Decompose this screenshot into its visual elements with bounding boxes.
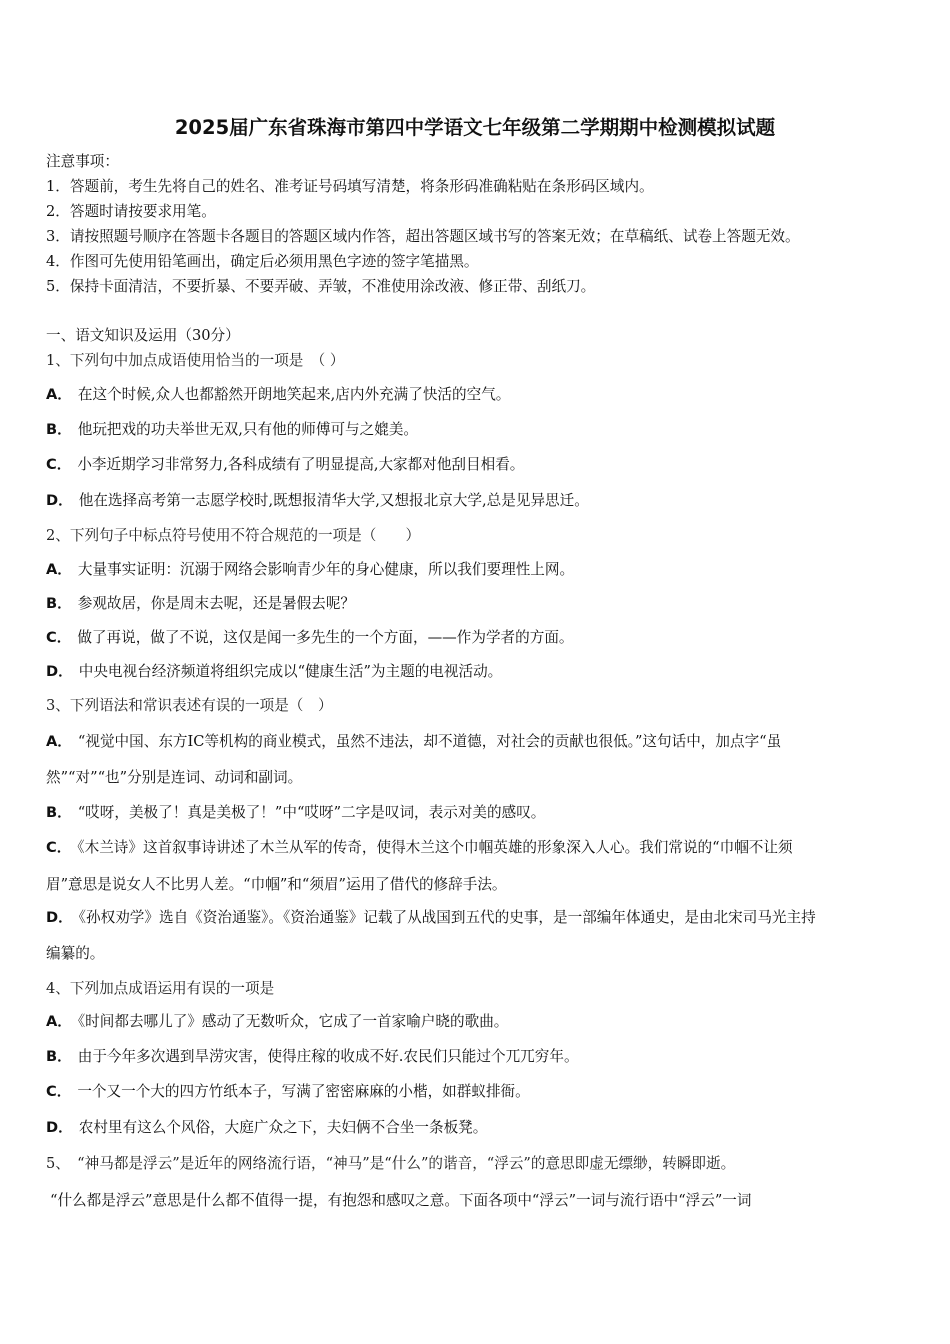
question-2-option-c (46, 628, 574, 648)
option-label: A． (46, 561, 72, 578)
question-3-option-d-cont: 编纂的。 (46, 945, 105, 962)
notice-item-2: 2．答题时请按要求用笔。 (46, 203, 216, 220)
option-text: 《孙权劝学》选自《资治通鉴》。《资治通鉴》记载了从战国到五代的史事，是一部编年体通史，是由北宋司马光主持 (78, 909, 816, 926)
option-text: 《木兰诗》这首叙事诗讲述了木兰从军的传奇，使得木兰这个巾帼英雄的形象深入人心。我们常说的“巾帼不让须 (77, 839, 793, 856)
question-3-option-c (46, 838, 793, 858)
option-label: A． (46, 386, 72, 403)
question-2-option-b (46, 594, 355, 614)
option-text: 大量事实证明：沉溺于网络会影响青少年的身心健康，所以我们要理性上网。 (77, 561, 575, 578)
question-4-option-d (46, 1118, 487, 1138)
question-3-option-b (46, 803, 545, 823)
option-label: C． (46, 456, 72, 473)
question-2-option-a (46, 560, 574, 580)
option-label: B． (46, 595, 72, 612)
option-label: C． (46, 1083, 72, 1100)
option-text: 一个又一个大的四方竹纸本子，写满了密密麻麻的小楷，如群蚁排衙。 (77, 1083, 530, 1100)
question-1-option-a (46, 385, 510, 405)
option-label: C． (46, 629, 72, 646)
option-text: “哎呀，美极了！真是美极了！”中“哎呀”二字是叹词，表示对美的感叹。 (77, 804, 546, 821)
question-1-option-d (46, 491, 589, 511)
option-label: B． (46, 421, 72, 438)
option-text: 由于今年多次遇到旱涝灾害，使得庄稼的收成不好.农民们只能过个兀兀穷年。 (77, 1048, 579, 1065)
question-3-option-c-cont: 眉”意思是说女人不比男人差。“巾帼”和“须眉”运用了借代的修辞手法。 (46, 876, 507, 893)
question-5-stem-cont: “什么都是浮云”意思是什么都不值得一提，有抱怨和感叹之意。下面各项中“浮云”一词与流行语中“浮云”一词 (50, 1192, 752, 1209)
question-2-stem: 2、下列句子中标点符号使用不符合规范的一项是（ ） (46, 527, 421, 544)
question-3-option-a-cont: 然”“对”“也”分别是连词、动词和副词。 (46, 769, 303, 786)
question-5-stem: 5、 “神马都是浮云”是近年的网络流行语，“神马”是“什么”的谐音，“浮云”的意思即虚无缥缈，转瞬即逝。 (46, 1155, 736, 1172)
question-4-option-c (46, 1082, 530, 1102)
question-1-option-b (46, 420, 418, 440)
option-text: 《时间都去哪儿了》感动了无数听众，它成了一首家喻户晓的歌曲。 (77, 1013, 509, 1030)
option-text: 做了再说，做了不说，这仅是闻一多先生的一个方面，——作为学者的方面。 (77, 629, 574, 646)
notice-item-3: 3．请按照题号顺序在答题卡各题目的答题区域内作答，超出答题区域书写的答案无效；在草稿纸、试卷上答题无效。 (46, 228, 800, 245)
question-1-option-c (46, 455, 524, 475)
option-text: 他在选择高考第一志愿学校时,既想报清华大学,又想报北京大学,总是见异思迁。 (78, 492, 589, 509)
option-label: D． (46, 1119, 73, 1136)
option-label: A． (46, 733, 72, 750)
question-4-option-a (46, 1012, 508, 1032)
option-text: 他玩把戏的功夫举世无双,只有他的师傅可与之媲美。 (77, 421, 419, 438)
option-text: 在这个时候,众人也都豁然开朗地笑起来,店内外充满了快活的空气。 (77, 386, 511, 403)
question-2-option-d (46, 662, 502, 682)
option-text: 参观故居，你是周末去呢，还是暑假去呢？ (77, 595, 356, 612)
option-text: 中央电视台经济频道将组织完成以“健康生活”为主题的电视活动。 (78, 663, 503, 680)
notice-item-1: 1．答题前，考生先将自己的姓名、准考证号码填写清楚，将条形码准确粘贴在条形码区域内。 (46, 178, 654, 195)
option-text: 小李近期学习非常努力,各科成绩有了明显提高,大家都对他刮目相看。 (77, 456, 525, 473)
notice-item-5: 5．保持卡面清洁，不要折暴、不要弄破、弄皱，不准使用涂改液、修正带、刮纸刀。 (46, 278, 596, 295)
option-label: B． (46, 1048, 72, 1065)
notice-heading: 注意事项： (46, 153, 119, 170)
page-title: 2025届广东省珠海市第四中学语文七年级第二学期期中检测模拟试题 (174, 116, 776, 139)
option-label: A． (46, 1013, 72, 1030)
option-text: 农村里有这么个风俗，大庭广众之下，夫妇俩不合坐一条板凳。 (78, 1119, 488, 1136)
option-text: “视觉中国、东方IC等机构的商业模式，虽然不违法，却不道德，对社会的贡献也很低。”这句话中，加点字“虽 (77, 733, 782, 750)
section-heading: 一、语文知识及运用（30分） (46, 327, 240, 344)
question-4-option-b (46, 1047, 579, 1067)
option-label: B． (46, 804, 72, 821)
question-1-stem: 1、下列句中加点成语使用恰当的一项是 （ ） (46, 352, 345, 369)
option-label: D． (46, 492, 73, 509)
option-label: D． (46, 663, 73, 680)
option-label: C． (46, 839, 72, 856)
question-3-option-a (46, 732, 781, 752)
option-label: D． (46, 909, 73, 926)
question-4-stem: 4、下列加点成语运用有误的一项是 (46, 980, 275, 997)
question-3-stem: 3、下列语法和常识表述有误的一项是（ ） (46, 697, 333, 714)
question-3-option-d (46, 908, 816, 928)
notice-item-4: 4．作图可先使用铅笔画出，确定后必须用黑色字迹的签字笔描黑。 (46, 253, 479, 270)
